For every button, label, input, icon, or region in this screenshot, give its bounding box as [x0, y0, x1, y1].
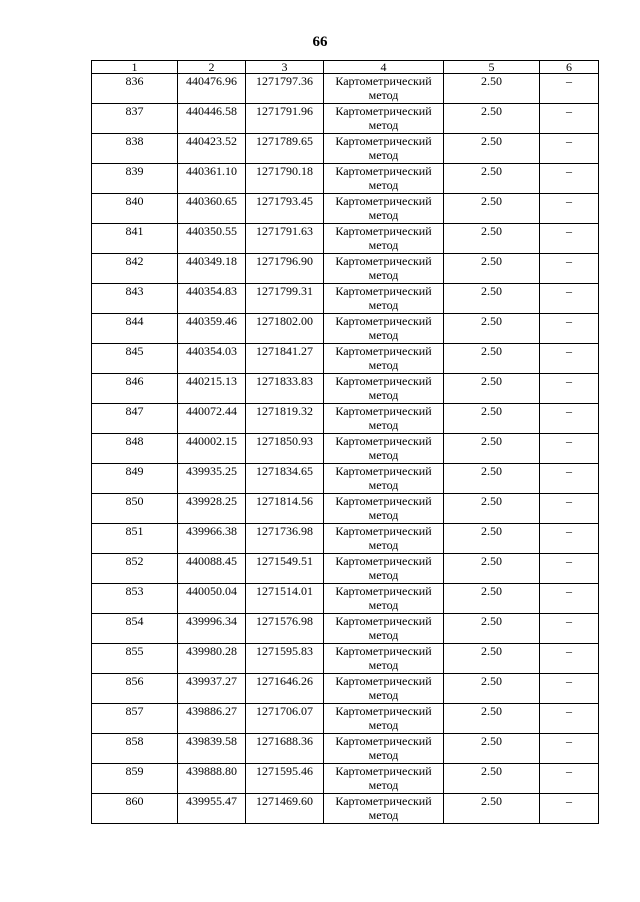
y-coordinate-cell: 1271791.63: [246, 224, 324, 254]
y-coordinate-cell: 1271799.31: [246, 284, 324, 314]
accuracy-cell: 2.50: [444, 164, 540, 194]
method-line-1: Картометрический: [335, 644, 432, 658]
method-line-2: метод: [368, 298, 399, 312]
method-line-1: Картометрический: [335, 434, 432, 448]
y-coordinate-cell: 1271791.96: [246, 104, 324, 134]
table-row: [92, 554, 599, 584]
note-cell: –: [540, 644, 599, 674]
method-line-1: Картометрический: [335, 794, 432, 808]
method-line-1: Картометрический: [335, 524, 432, 538]
point-number-cell: 848: [92, 434, 178, 464]
point-number-cell: 854: [92, 614, 178, 644]
table-row: [92, 704, 599, 734]
x-coordinate-cell: 439886.27: [178, 704, 246, 734]
x-coordinate-cell: 439935.25: [178, 464, 246, 494]
accuracy-cell: 2.50: [444, 794, 540, 824]
point-number-cell: 839: [92, 164, 178, 194]
table-row: [92, 644, 599, 674]
accuracy-cell: 2.50: [444, 104, 540, 134]
method-line-1: Картометрический: [335, 344, 432, 358]
method-cell: [324, 554, 444, 584]
table-row: [92, 674, 599, 704]
y-coordinate-cell: 1271595.46: [246, 764, 324, 794]
point-number-cell: 845: [92, 344, 178, 374]
page-number: 66: [312, 34, 328, 50]
y-coordinate-cell: 1271802.00: [246, 314, 324, 344]
accuracy-cell: 2.50: [444, 314, 540, 344]
table-row: [92, 134, 599, 164]
method-cell: [324, 404, 444, 434]
note-cell: –: [540, 224, 599, 254]
method-line-2: метод: [368, 208, 399, 222]
x-coordinate-cell: 439888.80: [178, 764, 246, 794]
table-row: [92, 104, 599, 134]
table-row: [92, 224, 599, 254]
point-number-cell: 849: [92, 464, 178, 494]
method-line-2: метод: [368, 148, 399, 162]
method-line-2: метод: [368, 448, 399, 462]
point-number-cell: 857: [92, 704, 178, 734]
method-line-2: метод: [368, 418, 399, 432]
y-coordinate-cell: 1271797.36: [246, 74, 324, 104]
method-line-1: Картометрический: [335, 674, 432, 688]
y-coordinate-cell: 1271514.01: [246, 584, 324, 614]
method-line-1: Картометрический: [335, 704, 432, 718]
method-line-2: метод: [368, 478, 399, 492]
accuracy-cell: 2.50: [444, 764, 540, 794]
method-line-2: метод: [368, 778, 399, 792]
method-line-2: метод: [368, 628, 399, 642]
point-number-cell: 851: [92, 524, 178, 554]
note-cell: –: [540, 284, 599, 314]
method-line-1: Картометрический: [335, 464, 432, 478]
method-cell: [324, 134, 444, 164]
table-row: [92, 584, 599, 614]
accuracy-cell: 2.50: [444, 554, 540, 584]
accuracy-cell: 2.50: [444, 284, 540, 314]
accuracy-cell: 2.50: [444, 194, 540, 224]
x-coordinate-cell: 440354.83: [178, 284, 246, 314]
point-number-cell: 843: [92, 284, 178, 314]
method-line-1: Картометрический: [335, 584, 432, 598]
x-coordinate-cell: 439937.27: [178, 674, 246, 704]
accuracy-cell: 2.50: [444, 74, 540, 104]
x-coordinate-cell: 440002.15: [178, 434, 246, 464]
accuracy-cell: 2.50: [444, 734, 540, 764]
x-coordinate-cell: 440072.44: [178, 404, 246, 434]
table-row: [92, 614, 599, 644]
accuracy-cell: 2.50: [444, 374, 540, 404]
accuracy-cell: 2.50: [444, 494, 540, 524]
table-row: [92, 344, 599, 374]
method-cell: [324, 194, 444, 224]
table-row: [92, 194, 599, 224]
table-row: [92, 464, 599, 494]
method-line-2: метод: [368, 238, 399, 252]
method-line-1: Картометрический: [335, 494, 432, 508]
accuracy-cell: 2.50: [444, 134, 540, 164]
method-line-1: Картометрический: [335, 194, 432, 208]
note-cell: –: [540, 554, 599, 584]
method-cell: [324, 734, 444, 764]
method-cell: [324, 74, 444, 104]
method-cell: [324, 584, 444, 614]
accuracy-cell: 2.50: [444, 674, 540, 704]
x-coordinate-cell: 439980.28: [178, 644, 246, 674]
method-line-1: Картометрический: [335, 164, 432, 178]
x-coordinate-cell: 440361.10: [178, 164, 246, 194]
table-row: [92, 314, 599, 344]
column-header-3: 3: [246, 61, 324, 74]
y-coordinate-cell: 1271796.90: [246, 254, 324, 284]
point-number-cell: 853: [92, 584, 178, 614]
x-coordinate-cell: 439966.38: [178, 524, 246, 554]
table-row: [92, 494, 599, 524]
method-line-2: метод: [368, 358, 399, 372]
method-cell: [324, 674, 444, 704]
x-coordinate-cell: 440360.65: [178, 194, 246, 224]
point-number-cell: 852: [92, 554, 178, 584]
header-row: [92, 61, 599, 74]
method-line-1: Картометрический: [335, 734, 432, 748]
y-coordinate-cell: 1271706.07: [246, 704, 324, 734]
method-cell: [324, 164, 444, 194]
point-number-cell: 836: [92, 74, 178, 104]
note-cell: –: [540, 74, 599, 104]
column-header-4: 4: [324, 61, 444, 74]
method-line-2: метод: [368, 748, 399, 762]
note-cell: –: [540, 674, 599, 704]
x-coordinate-cell: 440446.58: [178, 104, 246, 134]
note-cell: –: [540, 104, 599, 134]
accuracy-cell: 2.50: [444, 344, 540, 374]
method-cell: [324, 434, 444, 464]
x-coordinate-cell: 439996.34: [178, 614, 246, 644]
y-coordinate-cell: 1271834.65: [246, 464, 324, 494]
y-coordinate-cell: 1271595.83: [246, 644, 324, 674]
note-cell: –: [540, 374, 599, 404]
method-line-2: метод: [368, 538, 399, 552]
method-cell: [324, 314, 444, 344]
y-coordinate-cell: 1271841.27: [246, 344, 324, 374]
x-coordinate-cell: 439839.58: [178, 734, 246, 764]
y-coordinate-cell: 1271819.32: [246, 404, 324, 434]
accuracy-cell: 2.50: [444, 584, 540, 614]
point-number-cell: 855: [92, 644, 178, 674]
table-row: [92, 794, 599, 824]
x-coordinate-cell: 440088.45: [178, 554, 246, 584]
method-line-2: метод: [368, 688, 399, 702]
method-line-2: метод: [368, 718, 399, 732]
y-coordinate-cell: 1271814.56: [246, 494, 324, 524]
accuracy-cell: 2.50: [444, 404, 540, 434]
point-number-cell: 846: [92, 374, 178, 404]
point-number-cell: 838: [92, 134, 178, 164]
y-coordinate-cell: 1271688.36: [246, 734, 324, 764]
note-cell: –: [540, 764, 599, 794]
y-coordinate-cell: 1271576.98: [246, 614, 324, 644]
method-cell: [324, 644, 444, 674]
x-coordinate-cell: 440359.46: [178, 314, 246, 344]
method-cell: [324, 254, 444, 284]
x-coordinate-cell: 440349.18: [178, 254, 246, 284]
point-number-cell: 850: [92, 494, 178, 524]
coordinates-table: [91, 60, 599, 824]
point-number-cell: 840: [92, 194, 178, 224]
method-line-2: метод: [368, 268, 399, 282]
method-cell: [324, 104, 444, 134]
x-coordinate-cell: 440476.96: [178, 74, 246, 104]
table-row: [92, 74, 599, 104]
column-header-2: 2: [178, 61, 246, 74]
table-row: [92, 284, 599, 314]
note-cell: –: [540, 614, 599, 644]
method-cell: [324, 224, 444, 254]
method-cell: [324, 374, 444, 404]
accuracy-cell: 2.50: [444, 524, 540, 554]
accuracy-cell: 2.50: [444, 254, 540, 284]
accuracy-cell: 2.50: [444, 704, 540, 734]
point-number-cell: 847: [92, 404, 178, 434]
note-cell: –: [540, 524, 599, 554]
note-cell: –: [540, 434, 599, 464]
method-cell: [324, 764, 444, 794]
table-row: [92, 524, 599, 554]
table-row: [92, 164, 599, 194]
method-line-2: метод: [368, 808, 399, 822]
method-cell: [324, 704, 444, 734]
table-row: [92, 434, 599, 464]
x-coordinate-cell: 440350.55: [178, 224, 246, 254]
y-coordinate-cell: 1271789.65: [246, 134, 324, 164]
table-row: [92, 404, 599, 434]
x-coordinate-cell: 440423.52: [178, 134, 246, 164]
method-line-2: метод: [368, 88, 399, 102]
y-coordinate-cell: 1271549.51: [246, 554, 324, 584]
method-line-1: Картометрический: [335, 554, 432, 568]
point-number-cell: 856: [92, 674, 178, 704]
method-line-1: Картометрический: [335, 404, 432, 418]
y-coordinate-cell: 1271793.45: [246, 194, 324, 224]
method-line-2: метод: [368, 598, 399, 612]
y-coordinate-cell: 1271646.26: [246, 674, 324, 704]
table-header: [92, 61, 599, 74]
note-cell: –: [540, 464, 599, 494]
note-cell: –: [540, 314, 599, 344]
y-coordinate-cell: 1271833.83: [246, 374, 324, 404]
method-line-1: Картометрический: [335, 764, 432, 778]
method-line-1: Картометрический: [335, 74, 432, 88]
y-coordinate-cell: 1271790.18: [246, 164, 324, 194]
note-cell: –: [540, 134, 599, 164]
note-cell: –: [540, 164, 599, 194]
note-cell: –: [540, 254, 599, 284]
x-coordinate-cell: 439928.25: [178, 494, 246, 524]
accuracy-cell: 2.50: [444, 614, 540, 644]
table-row: [92, 764, 599, 794]
method-line-1: Картометрический: [335, 284, 432, 298]
accuracy-cell: 2.50: [444, 434, 540, 464]
note-cell: –: [540, 704, 599, 734]
method-cell: [324, 614, 444, 644]
accuracy-cell: 2.50: [444, 644, 540, 674]
note-cell: –: [540, 194, 599, 224]
column-header-1: 1: [92, 61, 178, 74]
table-body: [92, 74, 599, 824]
point-number-cell: 844: [92, 314, 178, 344]
point-number-cell: 858: [92, 734, 178, 764]
method-line-1: Картометрический: [335, 614, 432, 628]
column-header-6: 6: [540, 61, 599, 74]
x-coordinate-cell: 439955.47: [178, 794, 246, 824]
note-cell: –: [540, 494, 599, 524]
method-line-2: метод: [368, 328, 399, 342]
note-cell: –: [540, 794, 599, 824]
y-coordinate-cell: 1271850.93: [246, 434, 324, 464]
method-line-1: Картометрический: [335, 374, 432, 388]
note-cell: –: [540, 344, 599, 374]
method-line-1: Картометрический: [335, 134, 432, 148]
method-cell: [324, 284, 444, 314]
point-number-cell: 837: [92, 104, 178, 134]
method-line-2: метод: [368, 508, 399, 522]
table-row: [92, 254, 599, 284]
note-cell: –: [540, 404, 599, 434]
method-cell: [324, 344, 444, 374]
method-line-1: Картометрический: [335, 104, 432, 118]
table-row: [92, 374, 599, 404]
method-line-1: Картометрический: [335, 314, 432, 328]
accuracy-cell: 2.50: [444, 224, 540, 254]
note-cell: –: [540, 734, 599, 764]
point-number-cell: 859: [92, 764, 178, 794]
method-line-2: метод: [368, 118, 399, 132]
x-coordinate-cell: 440050.04: [178, 584, 246, 614]
x-coordinate-cell: 440354.03: [178, 344, 246, 374]
method-line-1: Картометрический: [335, 254, 432, 268]
note-cell: –: [540, 584, 599, 614]
method-cell: [324, 794, 444, 824]
x-coordinate-cell: 440215.13: [178, 374, 246, 404]
y-coordinate-cell: 1271469.60: [246, 794, 324, 824]
method-cell: [324, 524, 444, 554]
accuracy-cell: 2.50: [444, 464, 540, 494]
table-row: [92, 734, 599, 764]
method-line-2: метод: [368, 568, 399, 582]
point-number-cell: 842: [92, 254, 178, 284]
point-number-cell: 860: [92, 794, 178, 824]
column-header-5: 5: [444, 61, 540, 74]
method-line-2: метод: [368, 388, 399, 402]
method-line-2: метод: [368, 178, 399, 192]
y-coordinate-cell: 1271736.98: [246, 524, 324, 554]
method-cell: [324, 464, 444, 494]
method-cell: [324, 494, 444, 524]
method-line-2: метод: [368, 658, 399, 672]
method-line-1: Картометрический: [335, 224, 432, 238]
point-number-cell: 841: [92, 224, 178, 254]
